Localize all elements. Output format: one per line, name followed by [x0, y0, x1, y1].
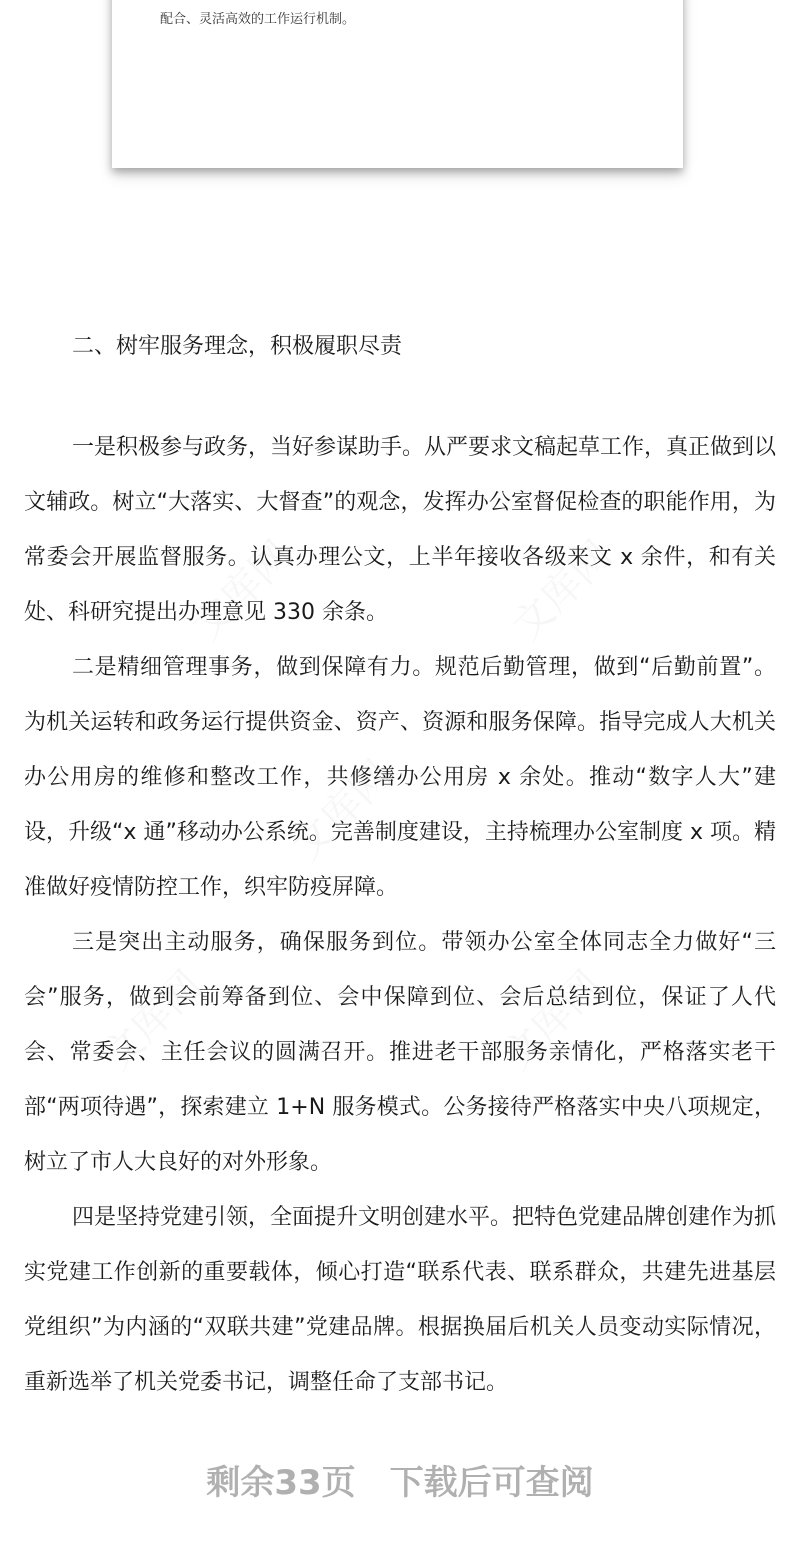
preview-page-card [112, 0, 683, 168]
document-body [24, 420, 776, 1410]
preview-page-tail-text: 配合、灵活高效的工作运行机制。 [160, 12, 356, 27]
remaining-pages-label: 剩余33页 [206, 1463, 356, 1503]
paragraph: 四是坚持党建引领，全面提升文明创建水平。把特色党建品牌创建作为抓实党建工作创新的重要载体，倾心打造“联系代表、联系群众，共建先进基层党组织”为内涵的“双联共建”党建品牌。根据换届后机关人员变动实际情况，重新选举了机关党委书记，调整任命了支部书记。 [24, 1205, 777, 1395]
section-heading: 二、树牢服务理念，积极履职尽责 [72, 334, 403, 359]
download-hint-label: 下载后可查阅 [389, 1463, 594, 1503]
download-prompt[interactable] [0, 1455, 800, 1504]
paragraph: 三是突出主动服务，确保服务到位。带领办公室全体同志全力做好“三会”服务，做到会前筹备到位、会中保障到位、会后总结到位，保证了人代会、常委会、主任会议的圆满召开。推进老干部服务亲情化，严格落实老干部“两项待遇”，探索建立 1+N 服务模式。公务接待严格落实中央八项规定，树立了市人大良好的对外形象。 [24, 930, 776, 1175]
paragraph: 一是积极参与政务，当好参谋助手。从严要求文稿起草工作，真正做到以文辅政。树立“大落实、大督查”的观念，发挥办公室督促检查的职能作用，为常委会开展监督服务。认真办理公文，上半年接收各级来文 x 余件，和有关处、科研究提出办理意见 330 余条。 [24, 435, 777, 625]
paragraph: 二是精细管理事务，做到保障有力。规范后勤管理，做到“后勤前置”。为机关运转和政务运行提供资金、资产、资源和服务保障。指导完成人大机关办公用房的维修和整改工作，共修缮办公用房 x 余处。推动“数字人大”建设，升级“x 通”移动办公系统。完善制度建设，主持梳理办公室制度 x 项。精准做好疫情防控工作，织牢防疫屏障。 [24, 655, 776, 900]
